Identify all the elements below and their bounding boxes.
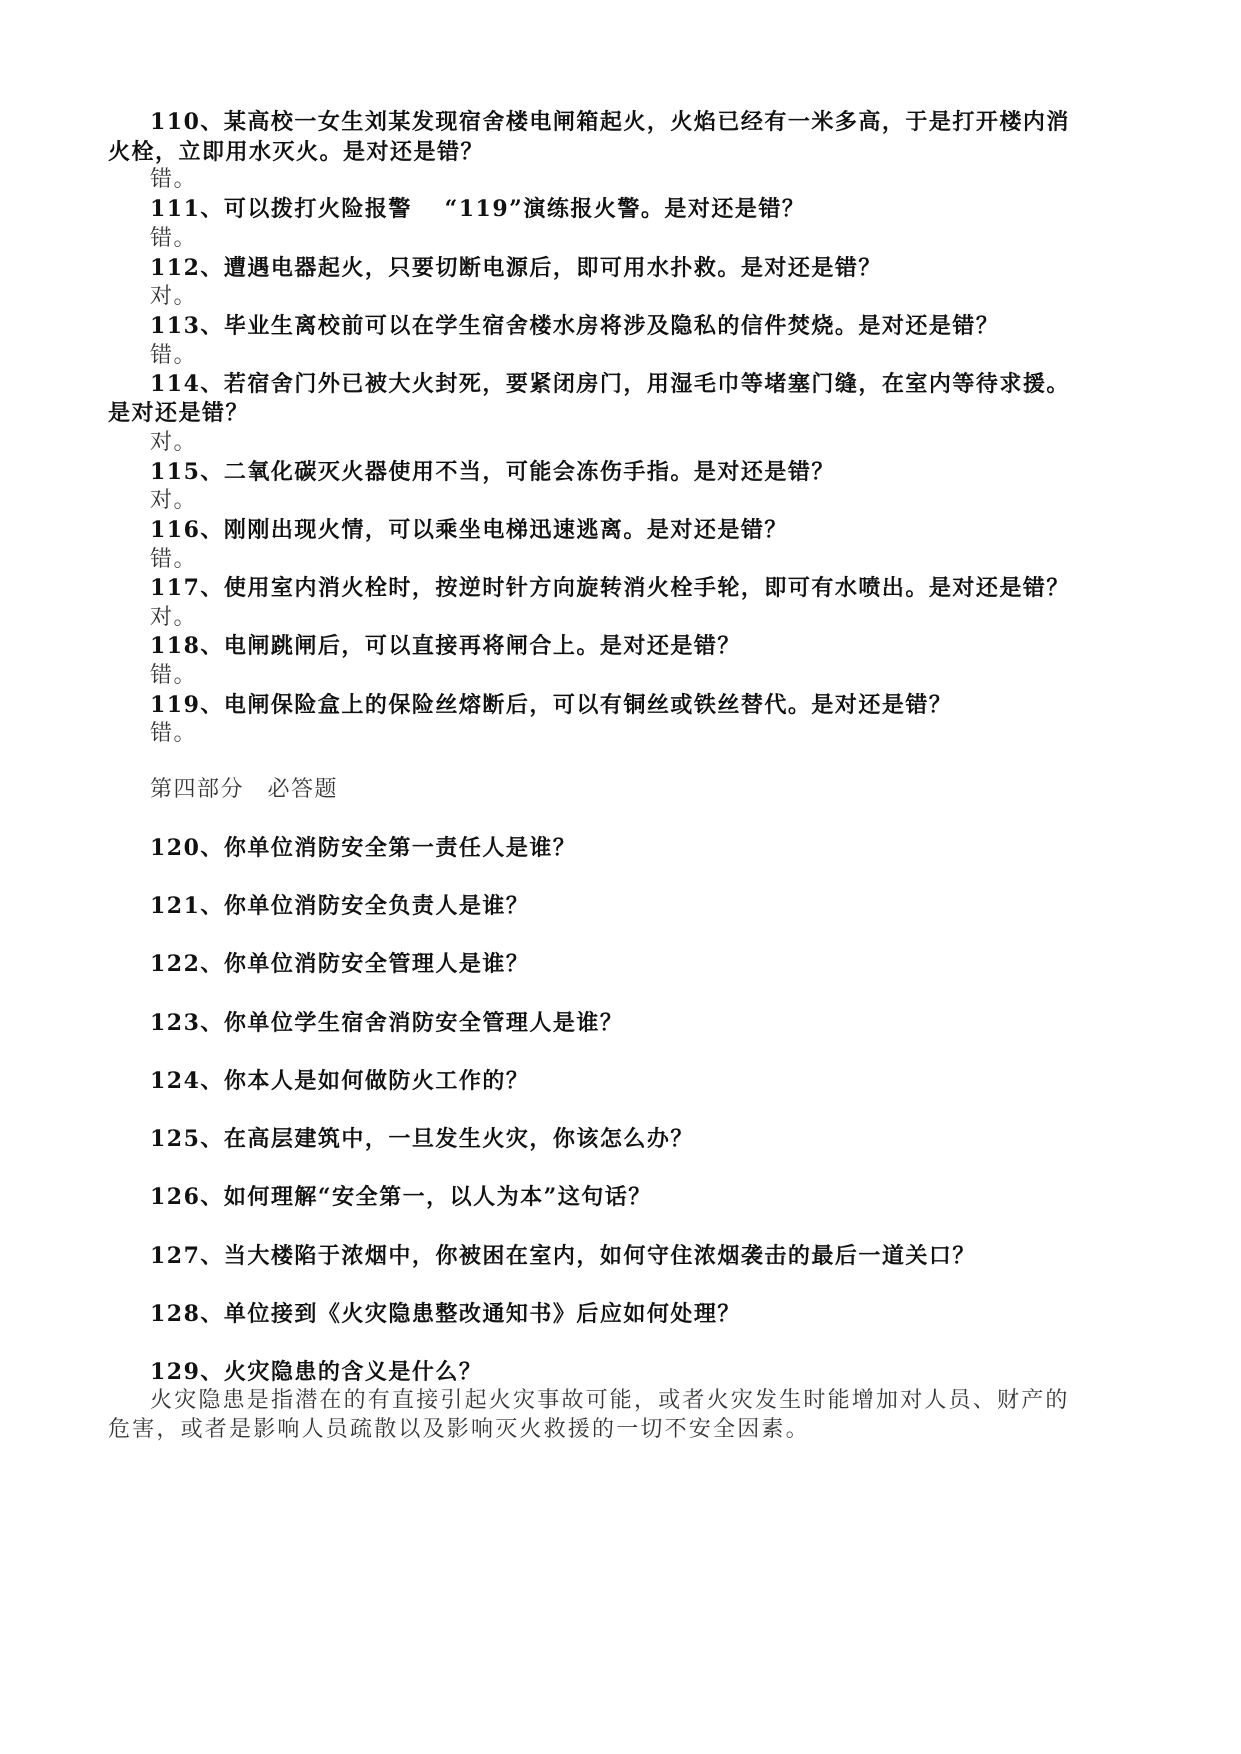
question-114: 114、若宿舍门外已被大火封死，要紧闭房门，用湿毛巾等堵塞门缝，在室内等待求援。 (150, 371, 1070, 397)
answer-115: 对。 (150, 488, 198, 513)
question-112: 112、遭遇电器起火，只要切断电源后，即可用水扑救。是对还是错？ (150, 255, 882, 281)
section-heading: 第四部分 必答题 (150, 777, 339, 802)
answer-118: 错。 (150, 663, 198, 688)
question-121: 121、你单位消防安全负责人是谁？ (150, 893, 530, 919)
question-113: 113、毕业生离校前可以在学生宿舍楼水房将涉及隐私的信件焚烧。是对还是错？ (150, 313, 1000, 339)
question-129: 129、火灾隐患的含义是什么？ (150, 1359, 483, 1385)
question-128: 128、单位接到《火灾隐患整改通知书》后应如何处理？ (150, 1301, 741, 1327)
answer-117: 对。 (150, 605, 198, 630)
question-119: 119、电闸保险盒上的保险丝熔断后，可以有铜丝或铁丝替代。是对还是错？ (150, 692, 953, 718)
question-110: 110、某高校一女生刘某发现宿舍楼电闸箱起火，火焰已经有一米多高，于是打开楼内消 (150, 109, 1070, 135)
answer-110: 错。 (150, 167, 198, 192)
answer-116: 错。 (150, 547, 198, 572)
question-117: 117、使用室内消火栓时，按逆时针方向旋转消火栓手轮，即可有水喷出。是对还是错？ (150, 575, 1070, 601)
question-114-continued: 是对还是错？ (108, 400, 250, 426)
question-123: 123、你单位学生宿舍消防安全管理人是谁？ (150, 1010, 624, 1036)
explanation-129-line2: 危害，或者是影响人员疏散以及影响灭火救援的一切不安全因素。 (108, 1417, 810, 1442)
answer-111: 错。 (150, 226, 198, 251)
answer-113: 错。 (150, 343, 198, 368)
explanation-129-line1: 火灾隐患是指潜在的有直接引起火灾事故可能，或者火灾发生时能增加对人员、财产的 (150, 1388, 1070, 1413)
question-122: 122、你单位消防安全管理人是谁？ (150, 951, 530, 977)
question-111: 111、可以拨打火险报警 “119”演练报火警。是对还是错？ (150, 196, 806, 222)
question-126: 126、如何理解“安全第一，以人为本”这句话？ (150, 1184, 652, 1210)
question-110-continued: 火栓，立即用水灭火。是对还是错？ (108, 139, 485, 165)
question-118: 118、电闸跳闸后，可以直接再将闸合上。是对还是错？ (150, 633, 741, 659)
question-116: 116、刚刚出现火情，可以乘坐电梯迅速逃离。是对还是错？ (150, 517, 788, 543)
question-127: 127、当大楼陷于浓烟中，你被困在室内，如何守住浓烟袭击的最后一道关口？ (150, 1243, 976, 1269)
question-120: 120、你单位消防安全第一责任人是谁？ (150, 835, 577, 861)
answer-114: 对。 (150, 430, 198, 455)
answer-119: 错。 (150, 721, 198, 746)
question-115: 115、二氧化碳灭火器使用不当，可能会冻伤手指。是对还是错？ (150, 459, 835, 485)
answer-112: 对。 (150, 284, 198, 309)
question-125: 125、在高层建筑中，一旦发生火灾，你该怎么办？ (150, 1126, 694, 1152)
question-124: 124、你本人是如何做防火工作的？ (150, 1068, 530, 1094)
